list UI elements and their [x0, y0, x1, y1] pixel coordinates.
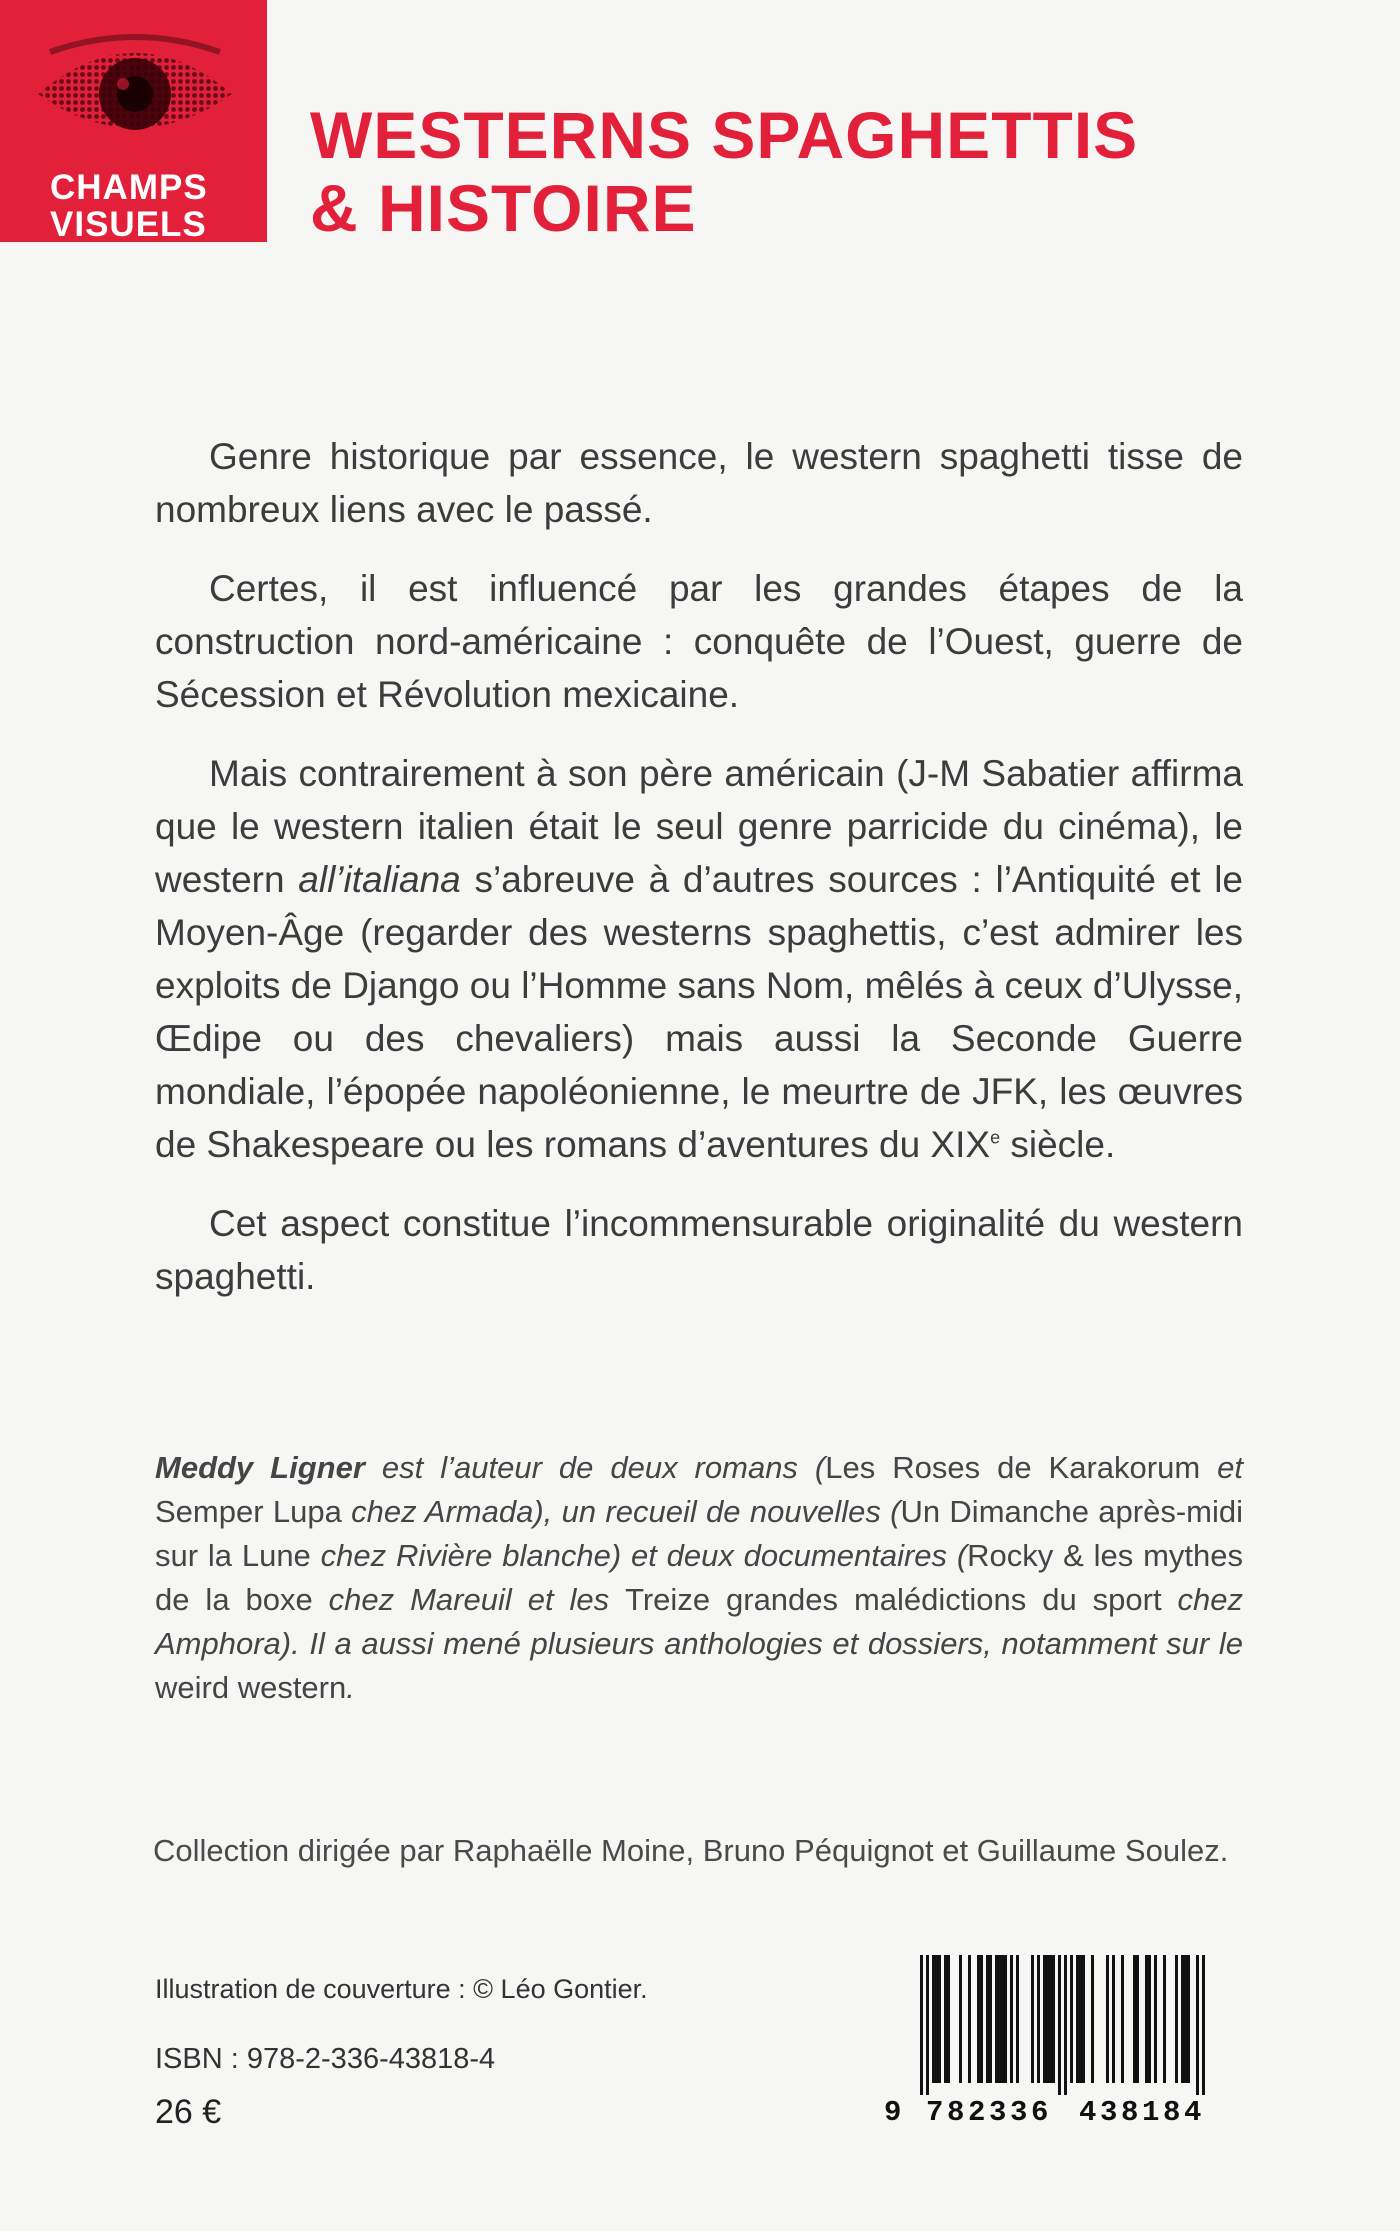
barcode-guard-bar	[1196, 1955, 1199, 2095]
bio-text-2: et	[1200, 1450, 1243, 1485]
barcode-bar	[947, 1955, 950, 2083]
collection-editors: Collection dirigée par Raphaëlle Moine, Bruno Péquignot et Guillaume Soulez.	[153, 1833, 1229, 1868]
barcode-bar	[1070, 1955, 1073, 2083]
barcode-bar	[935, 1955, 938, 2083]
barcode-guard-bar	[1058, 1955, 1061, 2095]
barcode-bar	[1154, 1955, 1157, 2083]
barcode-bars	[920, 1955, 1220, 2095]
logo-text-champs: CHAMPS	[50, 168, 208, 207]
bio-text-5: chez Mareuil et les	[312, 1582, 626, 1617]
bio-title-4: Rocky & les mythes de la boxe	[155, 1538, 1243, 1617]
barcode-bar	[938, 1955, 941, 2083]
barcode-bar	[986, 1955, 989, 2083]
bio-title-3: Un Dimanche après-midi sur la Lune	[155, 1494, 1244, 1573]
barcode-bar	[1052, 1955, 1055, 2083]
barcode-bar	[959, 1955, 962, 2083]
barcode-bar	[1082, 1955, 1085, 2083]
eye-icon	[30, 22, 240, 162]
barcode-guard-bar	[920, 1955, 923, 2095]
barcode-bar	[980, 1955, 983, 2083]
barcode-bar	[977, 1955, 980, 2083]
synopsis-paragraph-3	[155, 747, 1243, 1171]
bio-text-3: chez Armada), un recueil de nouvelles (	[341, 1494, 901, 1529]
barcode-bar	[968, 1955, 971, 2083]
barcode-bar	[1145, 1955, 1148, 2083]
barcode-bar	[1184, 1955, 1187, 2083]
barcode-bar	[1043, 1955, 1046, 2083]
synopsis-p3-part3: siècle.	[1000, 1124, 1116, 1165]
barcode-bar	[1148, 1955, 1151, 2083]
barcode-bar	[989, 1955, 992, 2083]
synopsis-p3-part1: Mais contrairement à son père américain (J-M Sabatier affirma que le western italien était le seul genre parricide du cinéma), le western	[155, 753, 1243, 900]
barcode-guard-bar	[926, 1955, 929, 2095]
barcode-bar	[1091, 1955, 1094, 2083]
barcode-bar	[998, 1955, 1001, 2083]
barcode-bar	[1133, 1955, 1136, 2083]
barcode-bar	[1037, 1955, 1040, 2083]
barcode-bar	[932, 1955, 935, 2083]
barcode-bar	[1121, 1955, 1124, 2083]
barcode-bar	[1049, 1955, 1052, 2083]
barcode-digits-right: 438184	[1079, 2096, 1206, 2129]
barcode-bar	[1112, 1955, 1115, 2083]
bio-title-1: Les Roses de Karakorum	[825, 1450, 1201, 1485]
author-name: Meddy Ligner	[155, 1450, 365, 1485]
barcode-digits-left: 782336	[926, 2096, 1053, 2129]
synopsis-paragraph-1: Genre historique par essence, le western spaghetti tisse de nombreux liens avec le passé.	[155, 436, 1243, 530]
barcode-bar	[1031, 1955, 1034, 2083]
barcode-bar	[1136, 1955, 1139, 2083]
barcode-bar	[1079, 1955, 1082, 2083]
barcode-bar	[1016, 1955, 1019, 2083]
isbn: ISBN : 978-2-336-43818-4	[155, 2043, 496, 2075]
bio-title-5: Treize grandes malédictions du sport	[625, 1582, 1162, 1617]
barcode-bar	[1181, 1955, 1184, 2083]
barcode-bar	[1187, 1955, 1190, 2083]
price: 26 €	[155, 2093, 222, 2131]
author-bio	[155, 1446, 1243, 1710]
barcode-bar	[944, 1955, 947, 2083]
synopsis	[155, 430, 1243, 1329]
barcode-bar	[1076, 1955, 1079, 2083]
barcode-bar	[1106, 1955, 1109, 2083]
barcode-bar	[995, 1955, 998, 2083]
barcode-bar	[1163, 1955, 1166, 2083]
illustration-credit: Illustration de couverture : © Léo Gontier.	[155, 1974, 648, 2004]
synopsis-paragraph-4: Cet aspect constitue l’incommensurable originalité du western spaghetti.	[155, 1203, 1243, 1297]
book-title-line1: WESTERNS SPAGHETTIS	[310, 98, 1139, 172]
bio-text-1: est l’auteur de deux romans (	[364, 1450, 826, 1485]
synopsis-p3-part2: s’abreuve à d’autres sources : l’Antiquité et le Moyen-Âge (regarder des westerns spaghettis, c’est admirer les exploits de Django ou l’Homme sans Nom, mêlés à ceux d’Ulysse, Œdipe ou des chevaliers) mais aussi la Seconde Guerre mondiale, l’épopée napoléonienne, le meurtre de JFK, les œuvres de Shakespeare ou les romans d’aventures du XIX	[155, 859, 1243, 1165]
synopsis-paragraph-2: Certes, il est influencé par les grandes étapes de la construction nord-américaine : conquête de l’Ouest, guerre de Sécession et Révolution mexicaine.	[155, 568, 1243, 715]
bio-text-7: .	[346, 1670, 355, 1705]
bio-text-4: chez Rivière blanche) et deux documentaires (	[310, 1538, 968, 1573]
bio-title-2: Semper Lupa	[155, 1494, 342, 1529]
barcode-bar	[1010, 1955, 1013, 2083]
bio-title-6: weird western	[155, 1670, 347, 1705]
collection-logo	[0, 0, 267, 242]
barcode-guard-bar	[1202, 1955, 1205, 2095]
synopsis-p3-italic: all’italiana	[298, 859, 461, 900]
century-superscript: e	[990, 1127, 1001, 1148]
book-title-line2: & HISTOIRE	[310, 171, 697, 245]
barcode	[880, 1955, 1232, 2145]
barcode-bar	[1175, 1955, 1178, 2083]
logo-text-visuels: VISUELS	[50, 205, 207, 242]
barcode-bar	[1001, 1955, 1004, 2083]
barcode-bar	[1046, 1955, 1049, 2083]
barcode-bar	[1004, 1955, 1007, 2083]
barcode-guard-bar	[1064, 1955, 1067, 2095]
barcode-digit-first: 9	[884, 2096, 902, 2129]
bio-text-6: chez Amphora). Il a aussi mené plusieurs anthologies et dossiers, notamment sur le	[155, 1582, 1244, 1661]
